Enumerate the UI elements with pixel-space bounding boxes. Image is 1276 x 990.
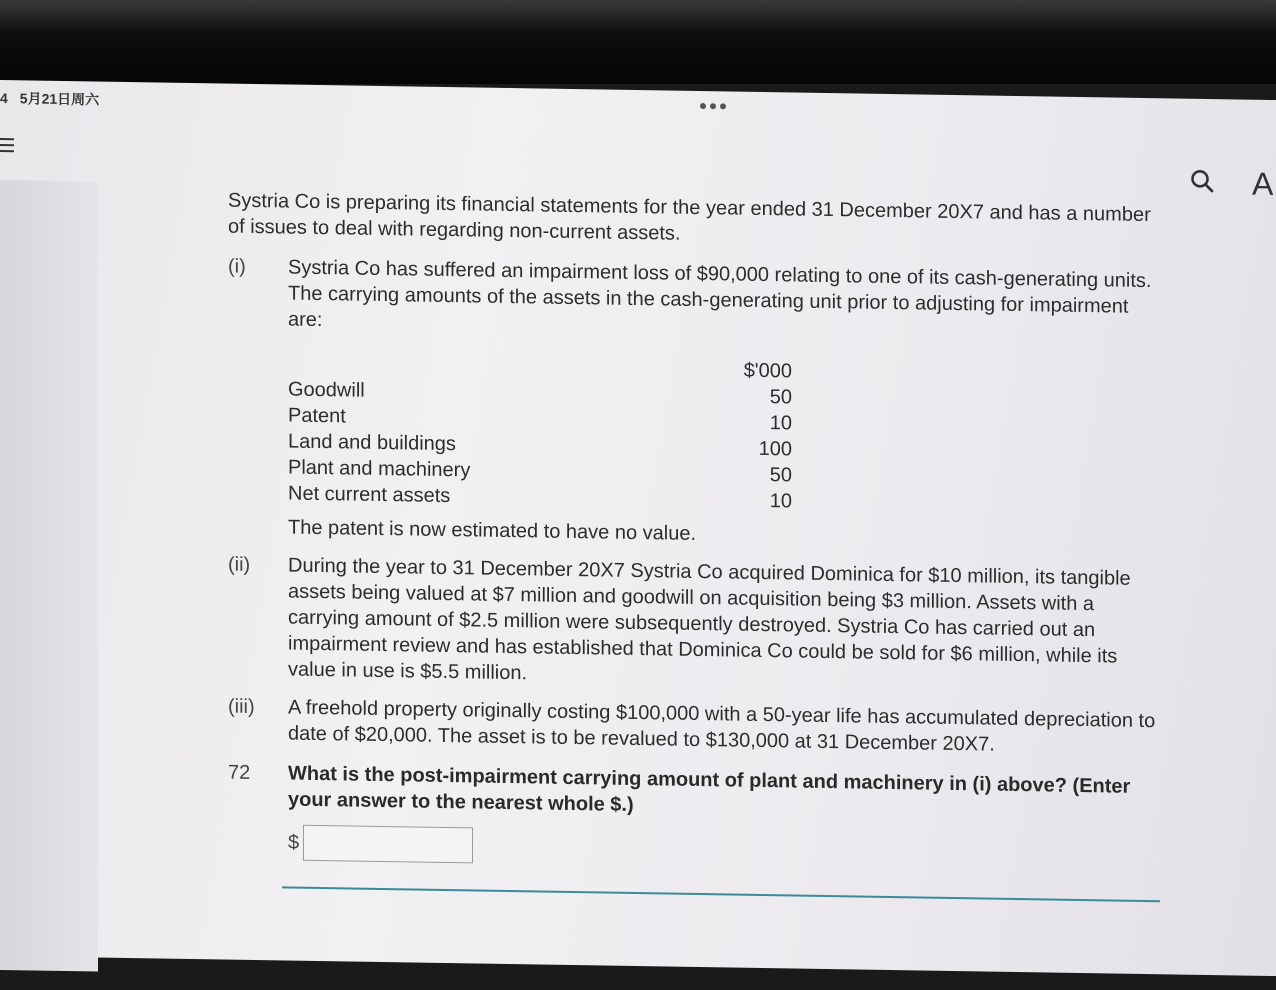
asset-table [288, 351, 792, 515]
font-size-icon[interactable]: A [1252, 165, 1274, 203]
answer-input[interactable] [303, 825, 473, 864]
table-header-unit: $'000 [743, 359, 792, 383]
question-number: 72 [228, 761, 251, 784]
question-content [228, 188, 1168, 903]
item-text: During the year to 31 December 20X7 Systria Co acquired Dominica for $10 million, its tangible assets being valued at $7 million and goodwill on acquisition being $3 million. Assets with a carrying amount of $2.5 million were subsequently destroyed. Systria Co has carried out an impairment review and has established that Dominica Co could be sold for $6 million, while its value in use is $5.5 million. [288, 554, 1131, 685]
row-label: Patent [288, 404, 346, 428]
intro-paragraph: Systria Co is preparing its financial statements for the year ended 31 December 20X7 and has a number of issues to deal with regarding non-current assets. [228, 189, 1151, 245]
row-label: Net current assets [288, 482, 451, 508]
tablet-screen [0, 80, 1276, 976]
device-bezel [0, 0, 1276, 84]
status-time: 4 [0, 90, 8, 107]
item-text: A freehold property originally costing $100,000 with a 50-year life has accumulated depreciation to date of $20,000. The asset is to be revalued to $130,000 at 31 December 20X7. [288, 696, 1156, 756]
item-note: The patent is now estimated to have no value. [288, 516, 697, 545]
search-icon[interactable] [1190, 169, 1214, 193]
row-value: 10 [769, 490, 792, 513]
status-bar [0, 88, 99, 110]
status-date: 5月21日周六 [19, 90, 100, 108]
row-value: 100 [758, 437, 792, 461]
question-72 [228, 760, 1168, 827]
item-i [228, 254, 1168, 555]
row-label: Land and buildings [288, 430, 456, 456]
multitasking-dots-icon[interactable] [700, 103, 726, 109]
divider-line [282, 886, 1160, 902]
row-value: 10 [769, 412, 792, 435]
row-label: Plant and machinery [288, 456, 471, 482]
row-value: 50 [769, 464, 792, 487]
question-text: What is the post-impairment carrying amount of plant and machinery in (i) above? (Enter your answer to the nearest whole $.) [288, 762, 1131, 816]
item-iii [228, 694, 1168, 761]
row-label: Goodwill [288, 378, 365, 402]
item-number: (iii) [228, 695, 255, 719]
left-margin [0, 180, 98, 972]
item-text: Systria Co has suffered an impairment loss of $90,000 relating to one of its cash-generating units. The carrying amounts of the assets in the cash-generating unit prior to adjusting for impairment are: [288, 256, 1152, 332]
item-number: (i) [228, 255, 246, 278]
item-ii [228, 552, 1168, 697]
currency-symbol: $ [288, 831, 300, 854]
menu-icon[interactable] [0, 138, 14, 152]
item-number: (ii) [228, 553, 251, 576]
row-value: 50 [769, 386, 792, 409]
answer-row [288, 825, 1168, 875]
